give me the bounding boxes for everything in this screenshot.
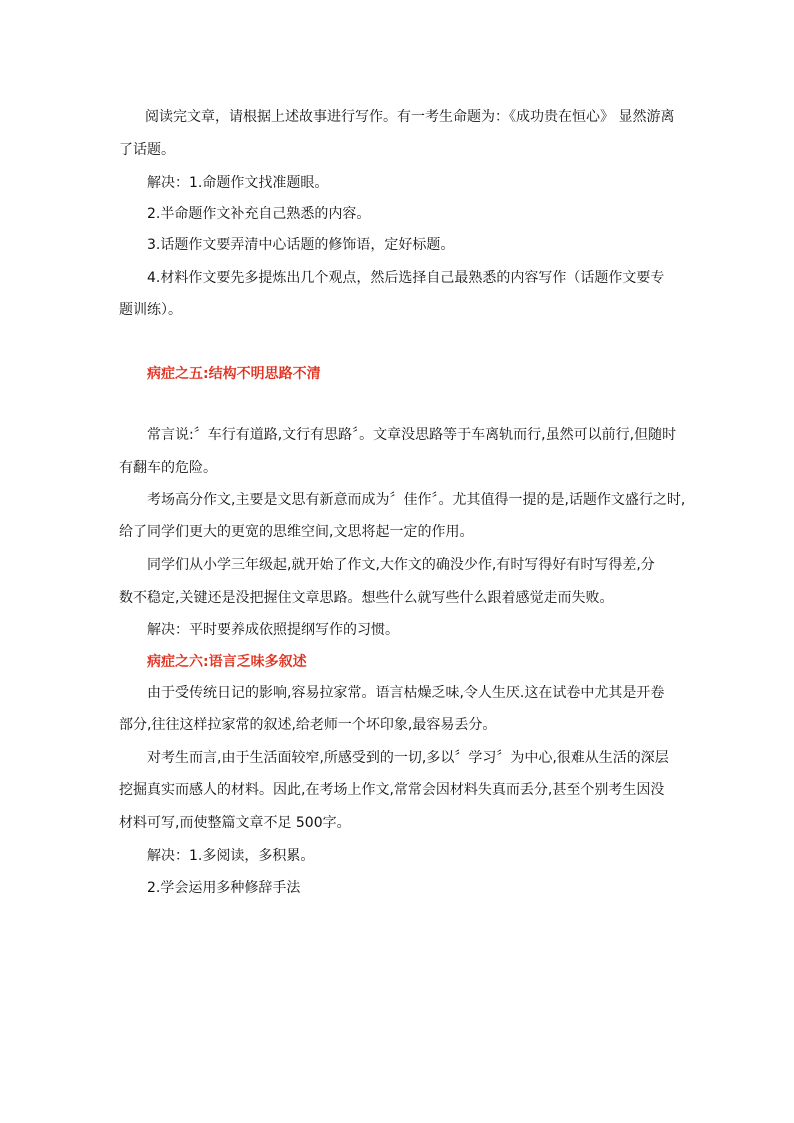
intro-solution-1: 解决：1.命题作文找准题眼。 xyxy=(147,175,329,191)
section-6-solution-2: 2.学会运用多种修辞手法 xyxy=(147,880,301,896)
section-5-paragraph-3-line-2: 数不稳定,关键还是没把握住文章思路。想些什么就写些什么跟着感觉走而失败。 xyxy=(119,590,614,606)
section-6-solution-1: 解决：1.多阅读，多积累。 xyxy=(147,848,315,864)
section-5-paragraph-1-line-2: 有翻车的危险。 xyxy=(119,460,217,476)
section-5-solution: 解决：平时要养成依照提纲写作的习惯。 xyxy=(147,622,399,638)
intro-paragraph-line-1: 阅读完文章，请根据上述故事进行写作。有一考生命题为：《成功贵在恒心》 显然游离 xyxy=(145,109,675,125)
section-6-paragraph-2-line-3: 材料可写,而使整篇文章不足 500字。 xyxy=(119,815,351,831)
section-5-paragraph-2-line-2: 给了同学们更大的更宽的思维空间,文思将起一定的作用。 xyxy=(119,524,474,540)
intro-paragraph-line-2: 了话题。 xyxy=(119,142,175,158)
intro-solution-3: 3.话题作文要弄清中心话题的修饰语，定好标题。 xyxy=(147,237,455,253)
intro-solution-4-line-2: 题训练）。 xyxy=(119,302,182,318)
section-6-paragraph-1-line-2: 部分,往往这样拉家常的叙述,给老师一个坏印象,最容易丢分。 xyxy=(119,717,497,733)
section-5-paragraph-1-line-1: 常言说:〞车行有道路,文行有思路〞。文章没思路等于车离轨而行,虽然可以前行,但随时 xyxy=(147,427,677,443)
section-5-paragraph-3-line-1: 同学们从小学三年级起,就开始了作文,大作文的确没少作,有时写得好有时写得差,分 xyxy=(147,557,655,573)
intro-solution-4-line-1: 4.材料作文要先多提炼出几个观点，然后选择自己最熟悉的内容写作（话题作文要专 xyxy=(147,270,665,286)
intro-solution-2: 2.半命题作文补充自己熟悉的内容。 xyxy=(147,206,371,222)
section-6-paragraph-2-line-1: 对考生而言,由于生活面较窄,所感受到的一切,多以〞学习〞为中心,很难从生活的深层 xyxy=(147,750,669,766)
section-6-paragraph-1-line-1: 由于受传统日记的影响,容易拉家常。语言枯燥乏味,令人生厌.这在试卷中尤其是开卷 xyxy=(147,685,665,701)
section-5-heading: 病症之五:结构不明思路不清 xyxy=(147,366,321,382)
section-5-paragraph-2-line-1: 考场高分作文,主要是文思有新意而成为〞佳作〞。尤其值得一提的是,话题作文盛行之时, xyxy=(147,492,686,508)
section-6-heading: 病症之六:语言乏味多叙述 xyxy=(147,654,307,670)
section-6-paragraph-2-line-2: 挖掘真实而感人的材料。因此,在考场上作文,常常会因材料失真而丢分,甚至个别考生因没 xyxy=(119,782,665,798)
